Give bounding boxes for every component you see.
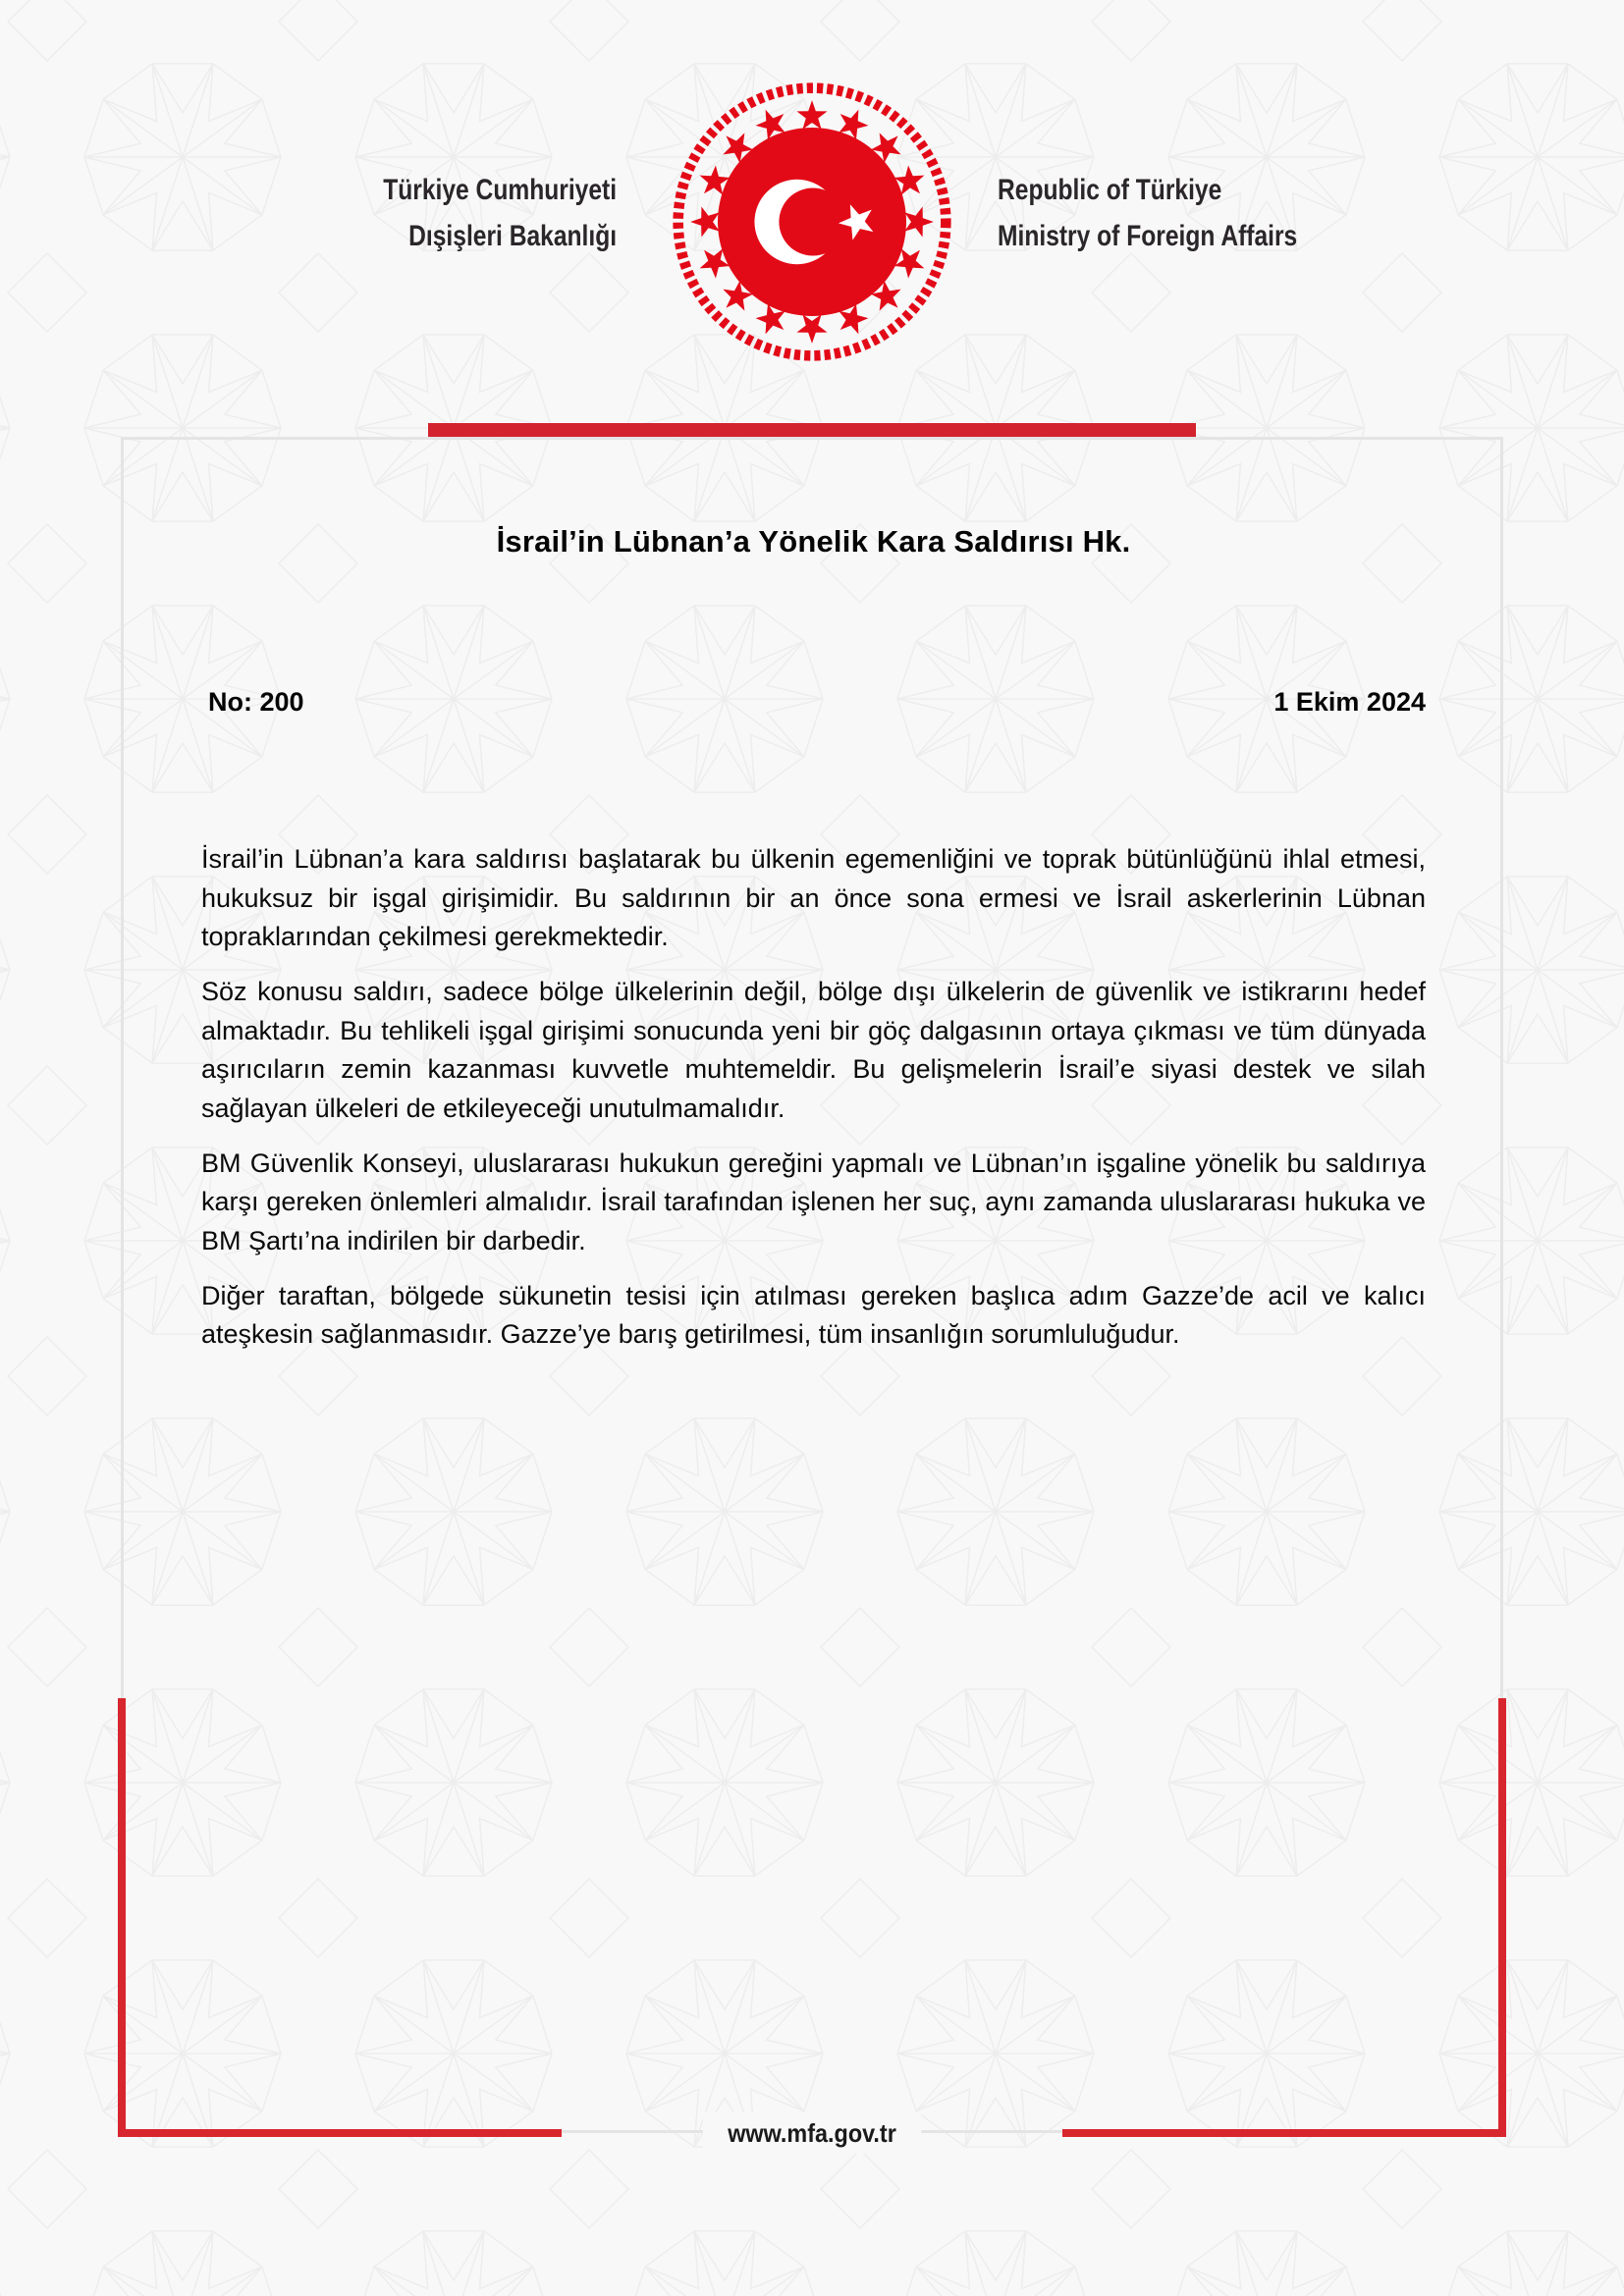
- paragraph: Diğer taraftan, bölgede sükunetin tesisi için atılması gereken başlıca adım Gazze’de acil ve kalıcı ateşkesin sağlanmasıdır. Gazze’ye barış getirilmesi, tüm insanlığın sorumluluğudur.: [201, 1280, 1426, 1349]
- header-right-line2: Ministry of Foreign Affairs: [998, 220, 1298, 252]
- document-title: İsrail’in Lübnan’a Yönelik Kara Saldırısı Hk.: [496, 524, 1131, 559]
- document-meta-row: [208, 687, 1426, 718]
- header-left-line1: Türkiye Cumhuriyeti: [383, 174, 617, 206]
- document-number: No: 200: [208, 687, 304, 717]
- document-body: [201, 840, 1426, 1370]
- paragraph: BM Güvenlik Konseyi, uluslararası hukukun gereğini yapmalı ve Lübnan’ın işgaline yönelik bu saldırıya karşı gereken önlemleri almalıdır. İsrail tarafından işlenen her suç, aynı zamanda uluslararası hukuka ve BM Şartı’na indirilen bir darbedir.: [201, 1148, 1426, 1255]
- bottom-right-bracket-horizontal: [1062, 2129, 1506, 2137]
- bottom-left-bracket-horizontal: [118, 2129, 562, 2137]
- mfa-emblem-logo: [671, 80, 953, 363]
- paragraph: İsrail’in Lübnan’a kara saldırısı başlatarak bu ülkenin egemenliğini ve toprak bütünlüğünü ihlal etmesi, hukuksuz bir işgal girişimidir. Bu saldırının bir an önce sona ermesi ve İsrail askerlerinin Lübnan topraklarından çekilmesi gerekmektedir.: [201, 844, 1426, 951]
- header-left-title: [383, 167, 617, 259]
- website-link[interactable]: www.mfa.gov.tr: [703, 2112, 921, 2154]
- header-left-line2: Dışişleri Bakanlığı: [408, 220, 617, 252]
- paragraph: Söz konusu saldırı, sadece bölge ülkelerinin değil, bölge dışı ülkelerin de güvenlik ve istikrarını hedef almaktadır. Bu tehlikeli işgal girişimi sonucunda yeni bir göç dalgasının ortaya çıkması ve tüm dünyada aşırıcıların zemin kazanması kuvvetle muhtemeldir. Bu gelişmelerin İsrail’e siyasi destek ve silah sağlayan ülkeleri de etkileyeceği unutulmamalıdır.: [201, 977, 1426, 1123]
- header-right-title: [998, 167, 1297, 259]
- header-right-line1: Republic of Türkiye: [998, 174, 1222, 206]
- crescent-star-icon: [718, 128, 906, 316]
- top-red-bar: [428, 423, 1196, 437]
- bottom-right-bracket-vertical: [1498, 1698, 1506, 2137]
- document-date: 1 Ekim 2024: [1273, 687, 1426, 717]
- bottom-left-bracket-vertical: [118, 1698, 126, 2137]
